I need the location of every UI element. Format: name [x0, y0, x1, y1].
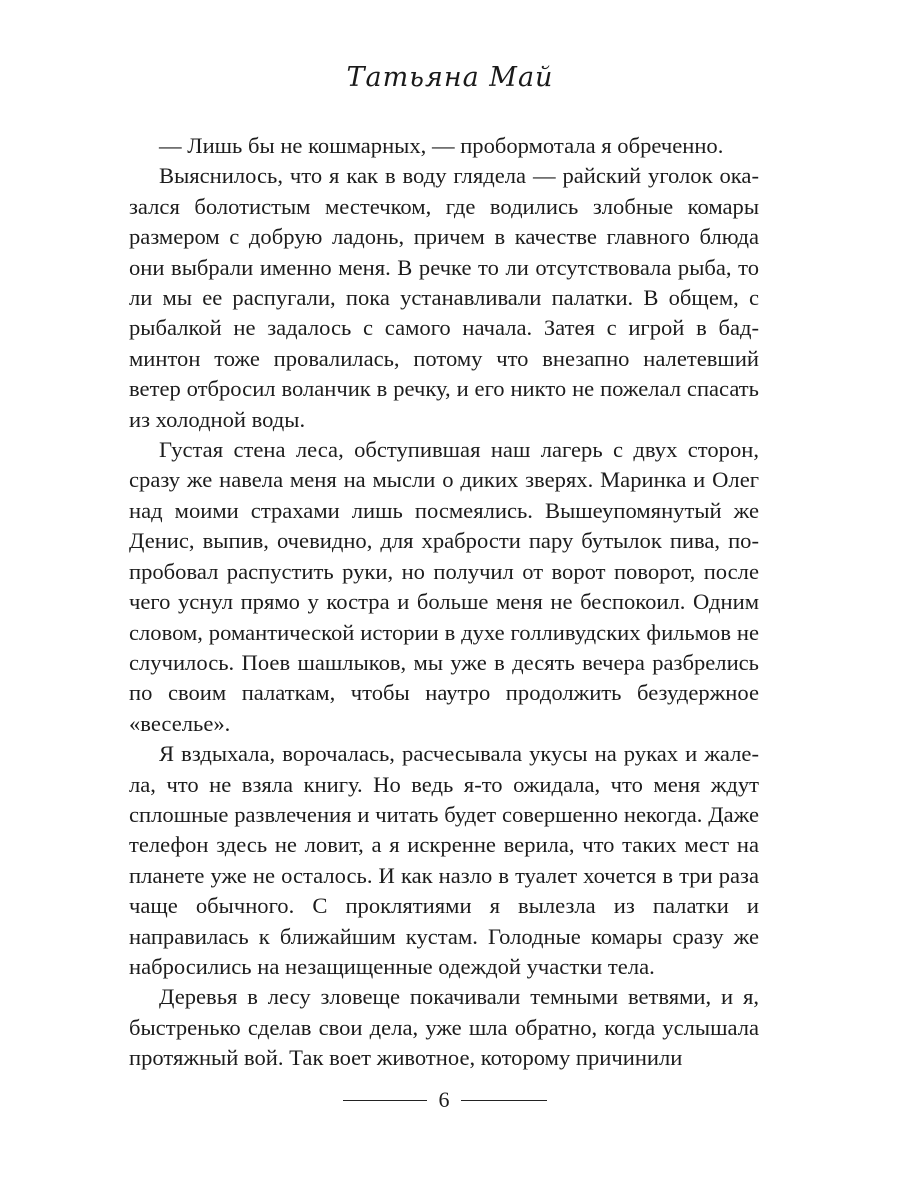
- paragraph: Я вздыхала, ворочалась, расчесывала укусы на руках и жалела, что не взяла книгу. Но ведь я-то ожидала, что меня ждут сплошные развлечения и читать будет совершенно некогда. Даже телефон здесь не ловит, а я искренне верила, что таких мест на планете уже не осталось. И как назло в туалет хочется в три раза чаще обычного. С проклятиями я вылезла из палатки и направилась к ближайшим кустам. Голодные комары сразу же набросились на незащищенные одеждой участки тела.: [129, 741, 759, 979]
- paragraph: Деревья в лесу зловеще покачивали темными ветвями, и я, быстренько сделав свои дела, уже шла обратно, когда услышала протяжный вой. Так воет животное, которому причинили: [129, 984, 759, 1071]
- paragraph: Густая стена леса, обступившая наш лагерь с двух сторон, сразу же навела меня на мысли о диких зверях. Маринка и Олег над моими страхами лишь посмеялись. Вышеупомянутый же Денис, выпив, очевидно, для храбрости пару бутылок пива, попробовал распустить руки, но получил от ворот поворот, после чего уснул прямо у костра и больше меня не беспокоил. Одним словом, романтической истории в духе голливудских фильмов не случилось. Поев шашлыков, мы уже в десять вечера разбрелись по своим палаткам, чтобы наутро продолжить безудержное «веселье».: [129, 437, 759, 736]
- paragraph: — Лишь бы не кошмарных, — пробормотала я обреченно.: [159, 133, 724, 158]
- paragraph: Выяснилось, что я как в воду глядела — райский уголок оказался болотистым местечком, где водились злобные комары размером с добрую ладонь, причем в качестве главного блюда они выбрали именно меня. В речке то ли отсутствовала рыба, то ли мы ее распугали, пока устанавливали палатки. В общем, с рыбалкой не задалось с самого начала. Затея с игрой в бадминтон тоже провалилась, потому что внезапно налетевший ветер отбросил воланчик в речку, и его никто не пожелал спасать из холодной воды.: [129, 163, 759, 432]
- footer-rule-left: [343, 1100, 427, 1101]
- page-footer: [0, 1085, 900, 1115]
- running-head-author: Татьяна Май: [346, 62, 554, 93]
- footer-rule-right: [461, 1100, 547, 1101]
- page-number: 6: [438, 1087, 450, 1112]
- body-text: [129, 131, 759, 1074]
